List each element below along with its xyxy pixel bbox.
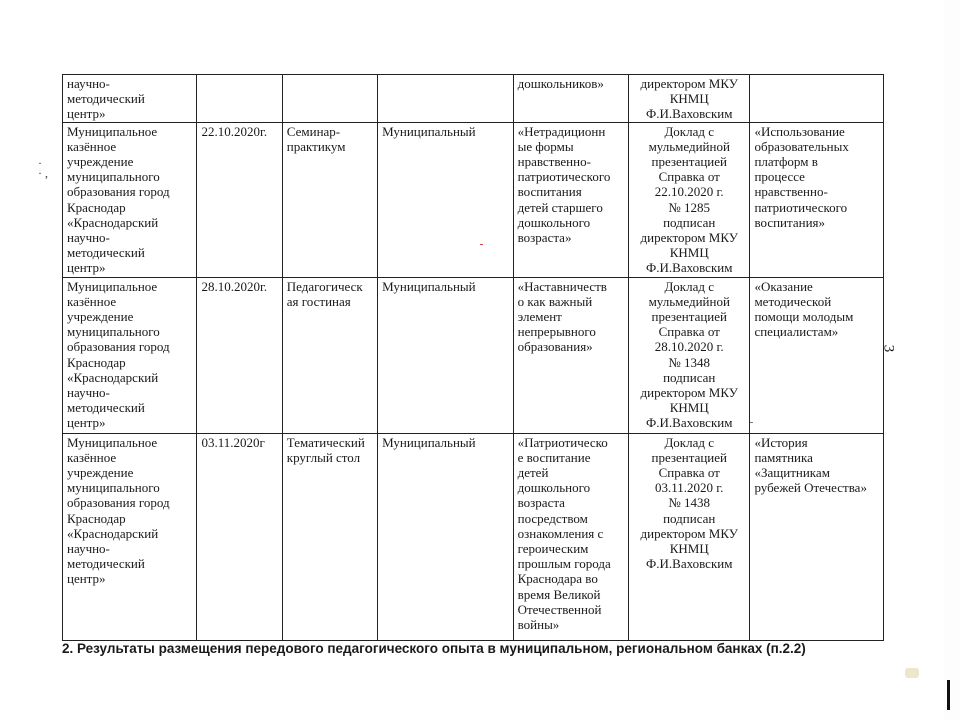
cell-date: [197, 75, 282, 123]
section-heading: 2. Результаты размещения передового педагогического опыта в муниципальном, региональном банках (п.2.2): [62, 641, 806, 656]
cell-topic: «Патриотическо е воспитание детей дошкольного возраста посредством ознакомления с героическим прошлым города Краснодара во время Великой Отечественной войны»: [513, 433, 628, 640]
cell-topic: «Наставничеств о как важный элемент непрерывного образования»: [513, 277, 628, 433]
table-row: [63, 75, 884, 123]
cell-format: Педагогическ ая гостиная: [282, 277, 377, 433]
scan-dots: · · ,: [38, 156, 48, 180]
cell-organizer: Муниципальное казённое учреждение муниципального образования город Краснодар «Краснодарский научно- методический центр»: [63, 277, 197, 433]
cell-result: Доклад с презентацией Справка от 03.11.2020 г. № 1438 подписан директором МКУ КНМЦ Ф.И.Ваховским: [629, 433, 750, 640]
cell-date: 03.11.2020г: [197, 433, 282, 640]
cell-level: Муниципальный: [378, 433, 513, 640]
cell-organizer: научно- методический центр»: [63, 75, 197, 123]
events-table: [62, 74, 884, 641]
table-row: [63, 433, 884, 640]
page-number: 3: [880, 344, 897, 353]
cell-level: Муниципальный: [378, 277, 513, 433]
cell-format: Семинар- практикум: [282, 122, 377, 277]
cell-result: Доклад с мульмедийной презентацией Справка от 28.10.2020 г. № 1348 подписан директором МКУ КНМЦ Ф.И.Ваховским: [629, 277, 750, 433]
cell-organizer: Муниципальное казённое учреждение муниципального образования город Краснодар «Краснодарский научно- методический центр»: [63, 122, 197, 277]
cell-result: Доклад с мульмедийной презентацией Справка от 22.10.2020 г. № 1285 подписан директором МКУ КНМЦ Ф.И.Ваховским: [629, 122, 750, 277]
cell-format: [282, 75, 377, 123]
cell-organizer: Муниципальное казённое учреждение муниципального образования город Краснодар «Краснодарский научно- методический центр»: [63, 433, 197, 640]
cell-topic: «Нетрадиционн ые формы нравственно- патриотического воспитания детей старшего дошкольного возраста»: [513, 122, 628, 277]
scan-edge-mark: [947, 680, 950, 710]
table-row: [63, 122, 884, 277]
cell-level: [378, 75, 513, 123]
cell-topic: дошкольников»: [513, 75, 628, 123]
cell-title: «Оказание методической помощи молодым специалистам»: [750, 277, 884, 433]
cell-format: Тематический круглый стол: [282, 433, 377, 640]
scan-edge-smudge: [905, 668, 919, 678]
cell-date: 22.10.2020г.: [197, 122, 282, 277]
cell-title: [750, 75, 884, 123]
cell-date: 28.10.2020г.: [197, 277, 282, 433]
table-row: [63, 277, 884, 433]
cell-level: Муниципальный: [378, 122, 513, 277]
cell-result: директором МКУ КНМЦ Ф.И.Ваховским: [629, 75, 750, 123]
cell-title: «История памятника «Защитникам рубежей Отечества»: [750, 433, 884, 640]
page-edge: [944, 0, 960, 720]
cell-title: «Использование образовательных платформ в процессе нравственно- патриотического воспитания»: [750, 122, 884, 277]
